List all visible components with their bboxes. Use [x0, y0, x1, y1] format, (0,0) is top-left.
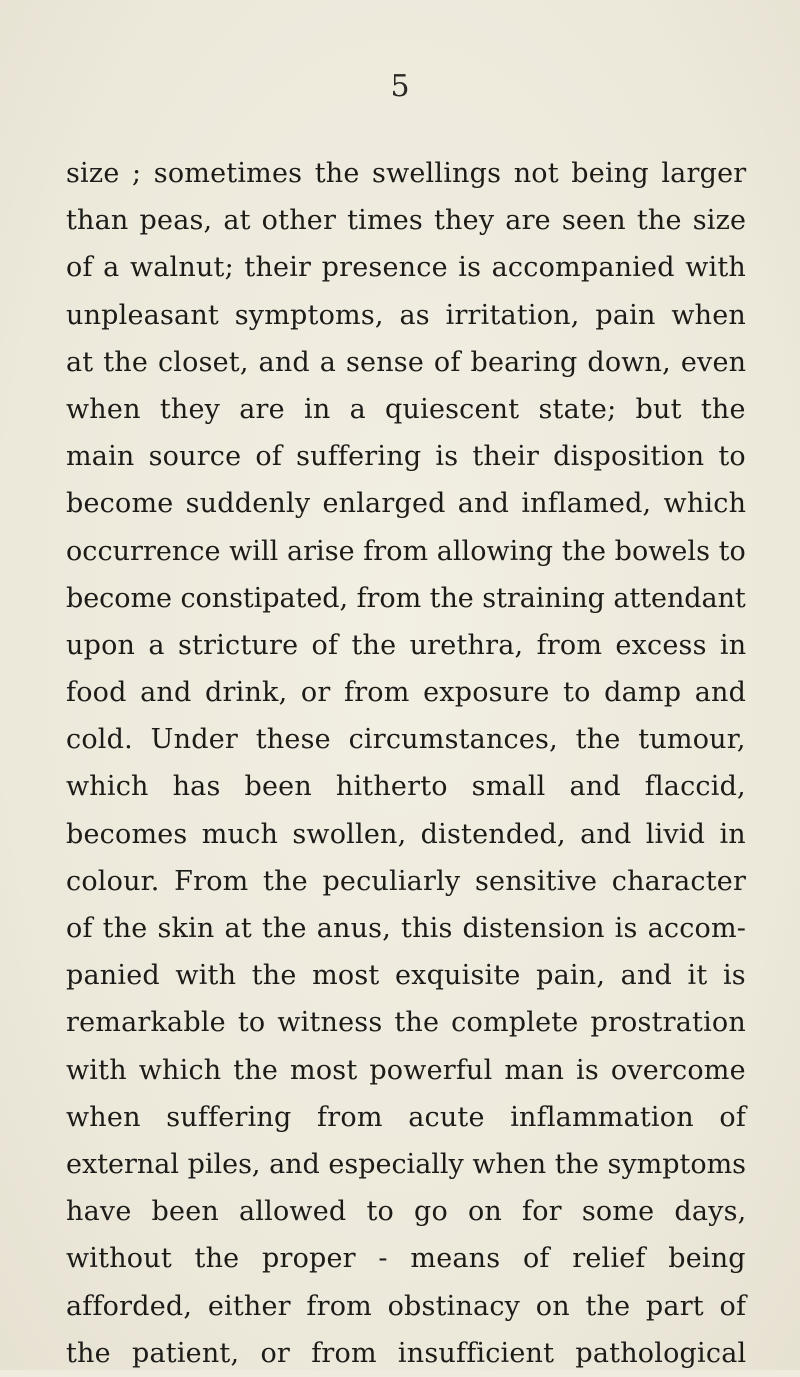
text-line: when they are in a quiescent state; but the: [66, 393, 746, 425]
text-line: size ; sometimes the swellings not being larger: [66, 158, 747, 189]
text-line: panied with the most exquisite pain, and it is: [66, 960, 746, 992]
text-line: upon a stricture of the urethra, from excess in: [66, 629, 747, 661]
text-line: unpleasant symptoms, as irritation, pain when: [66, 299, 746, 331]
text-line: which has been hitherto small and flaccid,: [66, 771, 746, 803]
text-line: become suddenly enlarged and inflamed, which: [66, 488, 747, 520]
text-line: cold. Under these circumstances, the tumour,: [66, 724, 746, 756]
text-line: with which the most powerful man is overcome: [66, 1054, 746, 1086]
body-text: [66, 150, 746, 1377]
text-line: than peas, at other times they are seen the size: [66, 205, 747, 237]
text-line: of the skin at the anus, this distension is accom-: [66, 913, 747, 944]
text-line: when suffering from acute inflammation of: [66, 1101, 747, 1133]
text-line: of a walnut; their presence is accompanied with: [66, 252, 746, 284]
text-line: become constipated, from the straining attendant: [66, 582, 746, 614]
text-line: have been allowed to go on for some days,: [66, 1196, 747, 1228]
text-line: remarkable to witness the complete prostration: [66, 1007, 746, 1039]
text-line: without the proper - means of relief being: [66, 1243, 746, 1275]
text-line: becomes much swollen, distended, and livid in: [66, 818, 746, 850]
text-line: occurrence will arise from allowing the bowels to: [66, 535, 746, 567]
text-line: food and drink, or from exposure to damp and: [66, 677, 747, 709]
text-line: colour. From the peculiarly sensitive character: [66, 865, 747, 897]
text-line: main source of suffering is their disposition to: [66, 441, 746, 473]
text-line: at the closet, and a sense of bearing down, even: [66, 346, 747, 378]
text-line: afforded, either from obstinacy on the part of: [66, 1290, 747, 1322]
text-line: the patient, or from insufficient pathological: [66, 1337, 747, 1369]
text-line: external piles, and especially when the symptoms: [66, 1148, 747, 1180]
page-number: 5: [390, 69, 410, 104]
